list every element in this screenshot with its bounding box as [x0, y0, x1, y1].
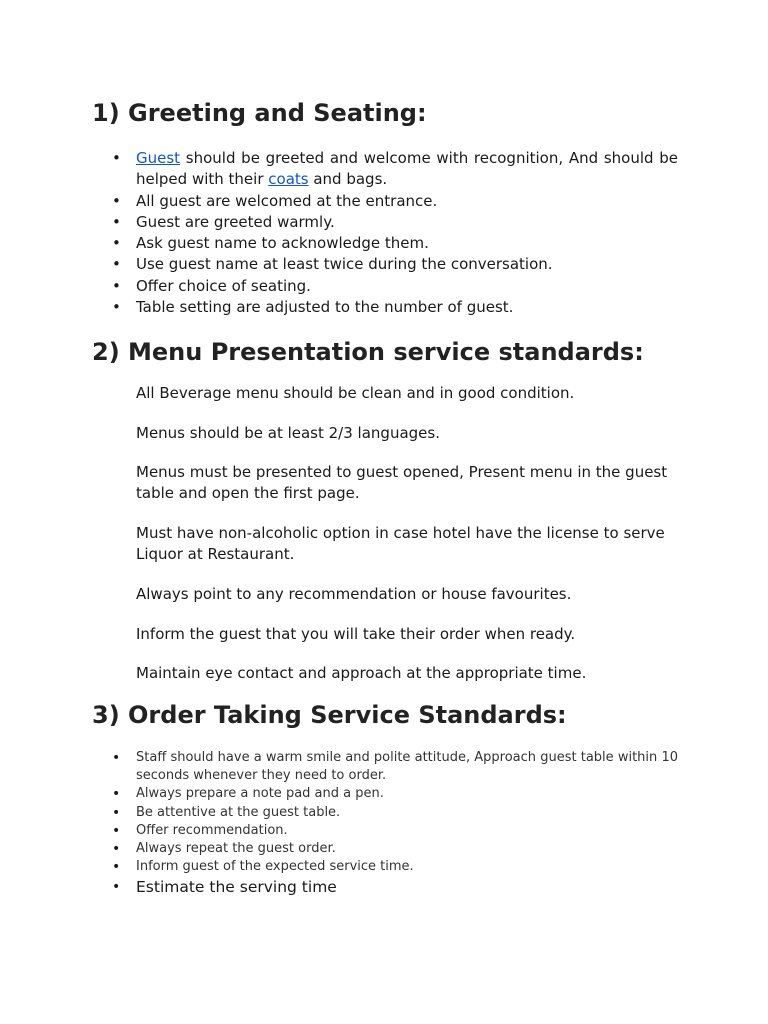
paragraph: Inform the guest that you will take their order when ready.: [136, 624, 576, 643]
list-item: • Ask guest name to acknowledge them.: [92, 233, 678, 254]
list-item-text: and bags.: [308, 170, 388, 189]
coats-link[interactable]: coats: [268, 170, 309, 189]
list-item: • Estimate the serving time: [92, 876, 678, 899]
list-item: • Inform guest of the expected service time.: [92, 858, 678, 876]
section-heading-menu-presentation: 2) Menu Presentation service standards:: [92, 338, 644, 366]
list-item: • Be attentive at the guest table.: [92, 804, 678, 822]
list-item: • Offer choice of seating.: [92, 276, 678, 297]
list-item: • Use guest name at least twice during the conversation.: [92, 254, 678, 275]
list-item: • Offer recommendation.: [92, 822, 678, 840]
list-item: • Guest are greeted warmly.: [92, 212, 678, 233]
list-item: • Table setting are adjusted to the number of guest.: [92, 297, 678, 318]
section-heading-order-taking: 3) Order Taking Service Standards:: [92, 701, 567, 729]
paragraph: Menus should be at least 2/3 languages.: [136, 423, 440, 442]
list-item: • Staff should have a warm smile and polite attitude, Approach guest table within 10 seconds whenever they need to order.: [92, 749, 678, 785]
list-item: • Always prepare a note pad and a pen.: [92, 785, 678, 803]
paragraph: Menus must be presented to guest opened, Present menu in the guest table and open the first page.: [136, 463, 668, 503]
order-taking-list: [92, 749, 678, 899]
paragraph: Must have non-alcoholic option in case hotel have the license to serve Liquor at Restaurant.: [136, 524, 665, 564]
menu-presentation-paragraphs: [136, 383, 696, 703]
paragraph: All Beverage menu should be clean and in good condition.: [136, 384, 575, 402]
guest-link[interactable]: Guest: [136, 149, 181, 167]
list-item: • All guest are welcomed at the entrance.: [92, 191, 678, 212]
list-item: • Always repeat the guest order.: [92, 840, 678, 858]
greeting-list: [92, 148, 678, 318]
paragraph: Maintain eye contact and approach at the appropriate time.: [136, 664, 587, 683]
section-heading-greeting: 1) Greeting and Seating:: [92, 99, 427, 127]
list-item: [92, 148, 678, 191]
list-item-text: should be greeted and welcome with recognition, And should be helped with their: [136, 149, 678, 189]
paragraph: Always point to any recommendation or house favourites.: [136, 584, 572, 603]
